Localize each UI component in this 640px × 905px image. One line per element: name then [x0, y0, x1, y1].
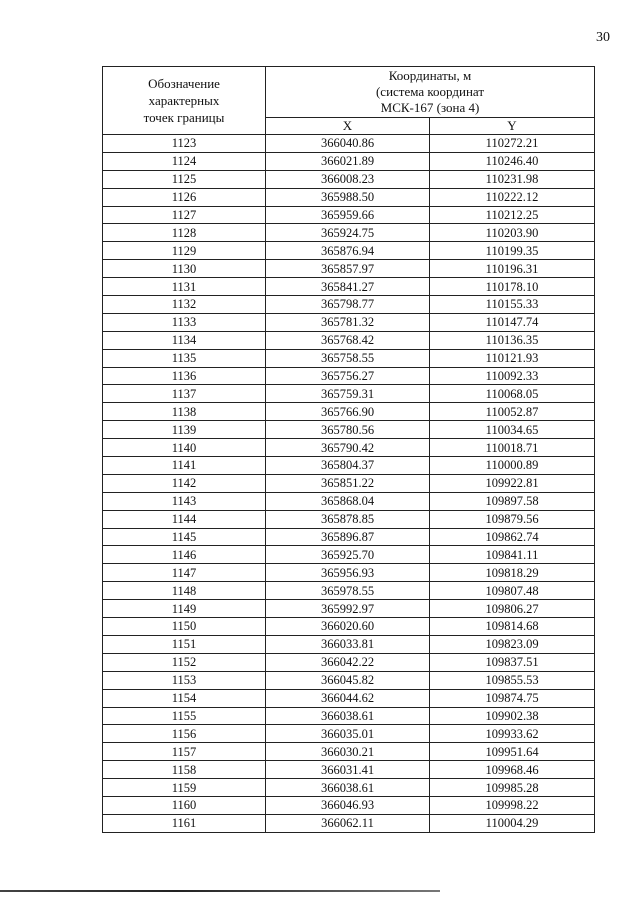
table-row — [103, 457, 595, 475]
table-row — [103, 761, 595, 779]
cell-x: 365759.31 — [266, 385, 430, 403]
cell-point-number: 1142 — [103, 474, 266, 492]
cell-y: 110121.93 — [430, 349, 595, 367]
cell-point-number: 1154 — [103, 689, 266, 707]
cell-point-number: 1140 — [103, 439, 266, 457]
cell-point-number: 1147 — [103, 564, 266, 582]
cell-point-number: 1137 — [103, 385, 266, 403]
page-number: 30 — [596, 30, 610, 45]
cell-point-number: 1161 — [103, 814, 266, 832]
cell-x: 365868.04 — [266, 492, 430, 510]
table-row — [103, 707, 595, 725]
cell-x: 365758.55 — [266, 349, 430, 367]
header-point-designation — [103, 67, 266, 135]
cell-x: 365798.77 — [266, 296, 430, 314]
cell-x: 366046.93 — [266, 796, 430, 814]
cell-x: 365841.27 — [266, 278, 430, 296]
table-row — [103, 635, 595, 653]
cell-y: 109998.22 — [430, 796, 595, 814]
cell-y: 109855.53 — [430, 671, 595, 689]
cell-point-number: 1136 — [103, 367, 266, 385]
header-y: Y — [430, 118, 595, 135]
cell-point-number: 1139 — [103, 421, 266, 439]
cell-x: 366020.60 — [266, 618, 430, 636]
cell-y: 110000.89 — [430, 457, 595, 475]
cell-y: 109874.75 — [430, 689, 595, 707]
cell-y: 110136.35 — [430, 331, 595, 349]
header-x: X — [266, 118, 430, 135]
cell-x: 365790.42 — [266, 439, 430, 457]
cell-point-number: 1144 — [103, 510, 266, 528]
cell-point-number: 1157 — [103, 743, 266, 761]
cell-point-number: 1145 — [103, 528, 266, 546]
cell-y: 109933.62 — [430, 725, 595, 743]
cell-point-number: 1125 — [103, 170, 266, 188]
cell-y: 110203.90 — [430, 224, 595, 242]
cell-point-number: 1135 — [103, 349, 266, 367]
cell-point-number: 1153 — [103, 671, 266, 689]
table-row — [103, 206, 595, 224]
table-row — [103, 689, 595, 707]
header-coordinates — [266, 67, 595, 118]
table-row — [103, 421, 595, 439]
cell-y: 110018.71 — [430, 439, 595, 457]
table-row — [103, 725, 595, 743]
cell-y: 110034.65 — [430, 421, 595, 439]
table-row — [103, 367, 595, 385]
cell-x: 365851.22 — [266, 474, 430, 492]
table-row — [103, 296, 595, 314]
cell-point-number: 1131 — [103, 278, 266, 296]
table-row — [103, 278, 595, 296]
table-row — [103, 743, 595, 761]
table-row — [103, 600, 595, 618]
cell-y: 109902.38 — [430, 707, 595, 725]
cell-y: 110196.31 — [430, 260, 595, 278]
cell-x: 365924.75 — [266, 224, 430, 242]
table-header — [103, 67, 595, 135]
cell-y: 109985.28 — [430, 779, 595, 797]
cell-y: 110147.74 — [430, 313, 595, 331]
cell-x: 366008.23 — [266, 170, 430, 188]
cell-x: 365768.42 — [266, 331, 430, 349]
cell-y: 110272.21 — [430, 135, 595, 153]
cell-point-number: 1151 — [103, 635, 266, 653]
table-row — [103, 152, 595, 170]
cell-point-number: 1127 — [103, 206, 266, 224]
cell-x: 365781.32 — [266, 313, 430, 331]
cell-x: 366033.81 — [266, 635, 430, 653]
cell-x: 366038.61 — [266, 779, 430, 797]
cell-x: 365959.66 — [266, 206, 430, 224]
cell-x: 365978.55 — [266, 582, 430, 600]
header-coordinates-line: МСК-167 (зона 4) — [380, 100, 480, 115]
cell-x: 365876.94 — [266, 242, 430, 260]
cell-point-number: 1129 — [103, 242, 266, 260]
cell-x: 366042.22 — [266, 653, 430, 671]
table-row — [103, 385, 595, 403]
table-row — [103, 188, 595, 206]
cell-y: 109818.29 — [430, 564, 595, 582]
cell-x: 365780.56 — [266, 421, 430, 439]
cell-y: 109862.74 — [430, 528, 595, 546]
cell-x: 365988.50 — [266, 188, 430, 206]
coordinates-table — [102, 66, 595, 833]
table-row — [103, 331, 595, 349]
table-row — [103, 492, 595, 510]
cell-y: 109841.11 — [430, 546, 595, 564]
cell-point-number: 1123 — [103, 135, 266, 153]
cell-point-number: 1134 — [103, 331, 266, 349]
table-row — [103, 618, 595, 636]
cell-y: 109807.48 — [430, 582, 595, 600]
cell-y: 109814.68 — [430, 618, 595, 636]
cell-point-number: 1150 — [103, 618, 266, 636]
table-row — [103, 349, 595, 367]
table-row — [103, 224, 595, 242]
cell-y: 109823.09 — [430, 635, 595, 653]
cell-point-number: 1128 — [103, 224, 266, 242]
cell-y: 110222.12 — [430, 188, 595, 206]
header-point-designation-line: точек границы — [143, 110, 225, 125]
cell-y: 110052.87 — [430, 403, 595, 421]
cell-y: 110092.33 — [430, 367, 595, 385]
cell-x: 365878.85 — [266, 510, 430, 528]
table-row — [103, 260, 595, 278]
cell-y: 109806.27 — [430, 600, 595, 618]
cell-y: 110178.10 — [430, 278, 595, 296]
cell-point-number: 1159 — [103, 779, 266, 797]
cell-y: 110199.35 — [430, 242, 595, 260]
cell-x: 366045.82 — [266, 671, 430, 689]
cell-x: 365766.90 — [266, 403, 430, 421]
table-row — [103, 135, 595, 153]
cell-point-number: 1158 — [103, 761, 266, 779]
cell-x: 365756.27 — [266, 367, 430, 385]
cell-point-number: 1149 — [103, 600, 266, 618]
cell-point-number: 1124 — [103, 152, 266, 170]
table-row — [103, 582, 595, 600]
cell-x: 365992.97 — [266, 600, 430, 618]
header-row-top — [103, 67, 595, 118]
cell-y: 109879.56 — [430, 510, 595, 528]
table-row — [103, 814, 595, 832]
cell-point-number: 1148 — [103, 582, 266, 600]
header-point-designation-line: Обозначение — [148, 76, 220, 91]
table-row — [103, 796, 595, 814]
cell-point-number: 1130 — [103, 260, 266, 278]
table-row — [103, 671, 595, 689]
cell-x: 366035.01 — [266, 725, 430, 743]
table-row — [103, 528, 595, 546]
cell-point-number: 1160 — [103, 796, 266, 814]
cell-x: 366021.89 — [266, 152, 430, 170]
cell-y: 109922.81 — [430, 474, 595, 492]
cell-x: 365804.37 — [266, 457, 430, 475]
table-row — [103, 439, 595, 457]
cell-point-number: 1155 — [103, 707, 266, 725]
cell-point-number: 1156 — [103, 725, 266, 743]
cell-point-number: 1133 — [103, 313, 266, 331]
cell-y: 109968.46 — [430, 761, 595, 779]
cell-y: 109837.51 — [430, 653, 595, 671]
cell-y: 110212.25 — [430, 206, 595, 224]
table-row — [103, 170, 595, 188]
cell-point-number: 1138 — [103, 403, 266, 421]
table-row — [103, 242, 595, 260]
cell-x: 365857.97 — [266, 260, 430, 278]
table-row — [103, 474, 595, 492]
cell-x: 366044.62 — [266, 689, 430, 707]
table-row — [103, 510, 595, 528]
cell-point-number: 1132 — [103, 296, 266, 314]
cell-x: 366031.41 — [266, 761, 430, 779]
cell-x: 366062.11 — [266, 814, 430, 832]
footer-rule — [0, 890, 440, 892]
cell-x: 365925.70 — [266, 546, 430, 564]
cell-y: 109897.58 — [430, 492, 595, 510]
cell-point-number: 1143 — [103, 492, 266, 510]
cell-y: 109951.64 — [430, 743, 595, 761]
cell-point-number: 1126 — [103, 188, 266, 206]
cell-point-number: 1146 — [103, 546, 266, 564]
cell-x: 365896.87 — [266, 528, 430, 546]
table-row — [103, 546, 595, 564]
cell-y: 110246.40 — [430, 152, 595, 170]
header-point-designation-line: характерных — [148, 93, 220, 108]
table-row — [103, 653, 595, 671]
cell-point-number: 1141 — [103, 457, 266, 475]
cell-x: 366040.86 — [266, 135, 430, 153]
table-row — [103, 313, 595, 331]
cell-x: 366038.61 — [266, 707, 430, 725]
cell-point-number: 1152 — [103, 653, 266, 671]
cell-x: 365956.93 — [266, 564, 430, 582]
header-coordinates-line: Координаты, м — [388, 68, 472, 83]
cell-y: 110231.98 — [430, 170, 595, 188]
table-body — [103, 135, 595, 833]
cell-y: 110068.05 — [430, 385, 595, 403]
cell-y: 110155.33 — [430, 296, 595, 314]
header-coordinates-line: (система координат — [375, 84, 485, 99]
table-row — [103, 779, 595, 797]
table-row — [103, 564, 595, 582]
cell-x: 366030.21 — [266, 743, 430, 761]
table-row — [103, 403, 595, 421]
cell-y: 110004.29 — [430, 814, 595, 832]
